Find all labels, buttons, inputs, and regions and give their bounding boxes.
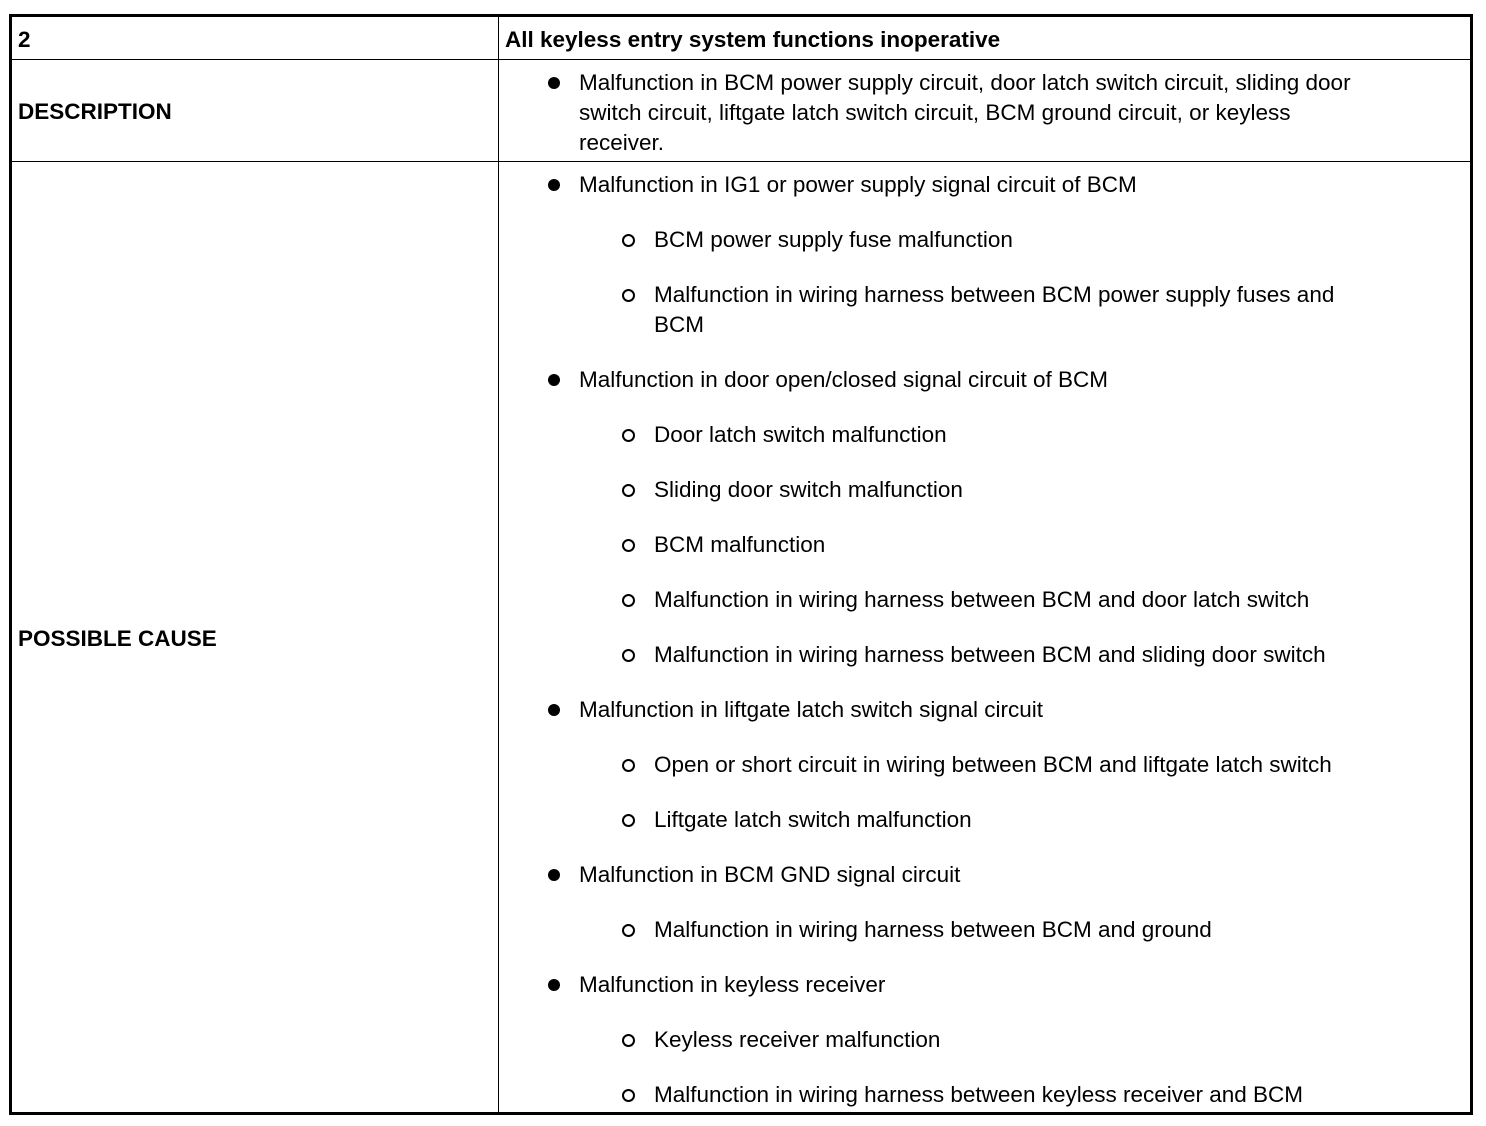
bullet-circle-icon — [622, 1089, 635, 1102]
bullet-dot-icon — [548, 869, 560, 881]
cause-group-title: Malfunction in door open/closed signal circuit of BCM — [579, 367, 1109, 392]
bullet-circle-icon — [622, 289, 635, 302]
possible-cause-label: POSSIBLE CAUSE — [18, 626, 217, 651]
bullet-circle-icon — [622, 594, 635, 607]
cause-item: BCM power supply fuse malfunction — [654, 227, 1013, 252]
cause-group-title: Malfunction in liftgate latch switch signal circuit — [579, 697, 1043, 722]
column-divider — [498, 17, 499, 1112]
cause-item: BCM malfunction — [654, 532, 826, 557]
cause-item: Malfunction in wiring harness between BCM and door latch switch — [654, 587, 1310, 612]
bullet-dot-icon — [548, 704, 560, 716]
cause-group-title: Malfunction in keyless receiver — [579, 972, 886, 997]
cause-item: Door latch switch malfunction — [654, 422, 947, 447]
bullet-dot-icon — [548, 77, 560, 89]
bullet-circle-icon — [622, 1034, 635, 1047]
description-line: switch circuit, liftgate latch switch circuit, BCM ground circuit, or keyless — [579, 100, 1291, 125]
cause-item: Keyless receiver malfunction — [654, 1027, 941, 1052]
bullet-circle-icon — [622, 429, 635, 442]
bullet-circle-icon — [622, 234, 635, 247]
cause-item: Malfunction in wiring harness between BCM power supply fuses and — [654, 282, 1335, 307]
description-line: receiver. — [579, 130, 665, 155]
bullet-circle-icon — [622, 484, 635, 497]
cause-group-title: Malfunction in BCM GND signal circuit — [579, 862, 961, 887]
description-line: Malfunction in BCM power supply circuit, door latch switch circuit, sliding door — [579, 70, 1351, 95]
cause-item-continuation: BCM — [654, 312, 704, 337]
symptom-title: All keyless entry system functions inoperative — [505, 27, 1001, 52]
row-divider-description — [12, 161, 1470, 162]
bullet-circle-icon — [622, 814, 635, 827]
step-number: 2 — [18, 27, 31, 52]
bullet-circle-icon — [622, 539, 635, 552]
bullet-circle-icon — [622, 649, 635, 662]
bullet-dot-icon — [548, 374, 560, 386]
cause-item: Open or short circuit in wiring between BCM and liftgate latch switch — [654, 752, 1332, 777]
description-label: DESCRIPTION — [18, 99, 172, 124]
cause-item: Malfunction in wiring harness between keyless receiver and BCM — [654, 1082, 1304, 1107]
cause-item: Sliding door switch malfunction — [654, 477, 963, 502]
bullet-dot-icon — [548, 179, 560, 191]
cause-item: Malfunction in wiring harness between BCM and sliding door switch — [654, 642, 1326, 667]
row-divider-header — [12, 59, 1470, 60]
cause-group-title: Malfunction in IG1 or power supply signal circuit of BCM — [579, 172, 1137, 197]
bullet-dot-icon — [548, 979, 560, 991]
bullet-circle-icon — [622, 759, 635, 772]
cause-item: Liftgate latch switch malfunction — [654, 807, 972, 832]
bullet-circle-icon — [622, 924, 635, 937]
diagnostic-table — [9, 14, 1473, 1115]
cause-item: Malfunction in wiring harness between BCM and ground — [654, 917, 1212, 942]
